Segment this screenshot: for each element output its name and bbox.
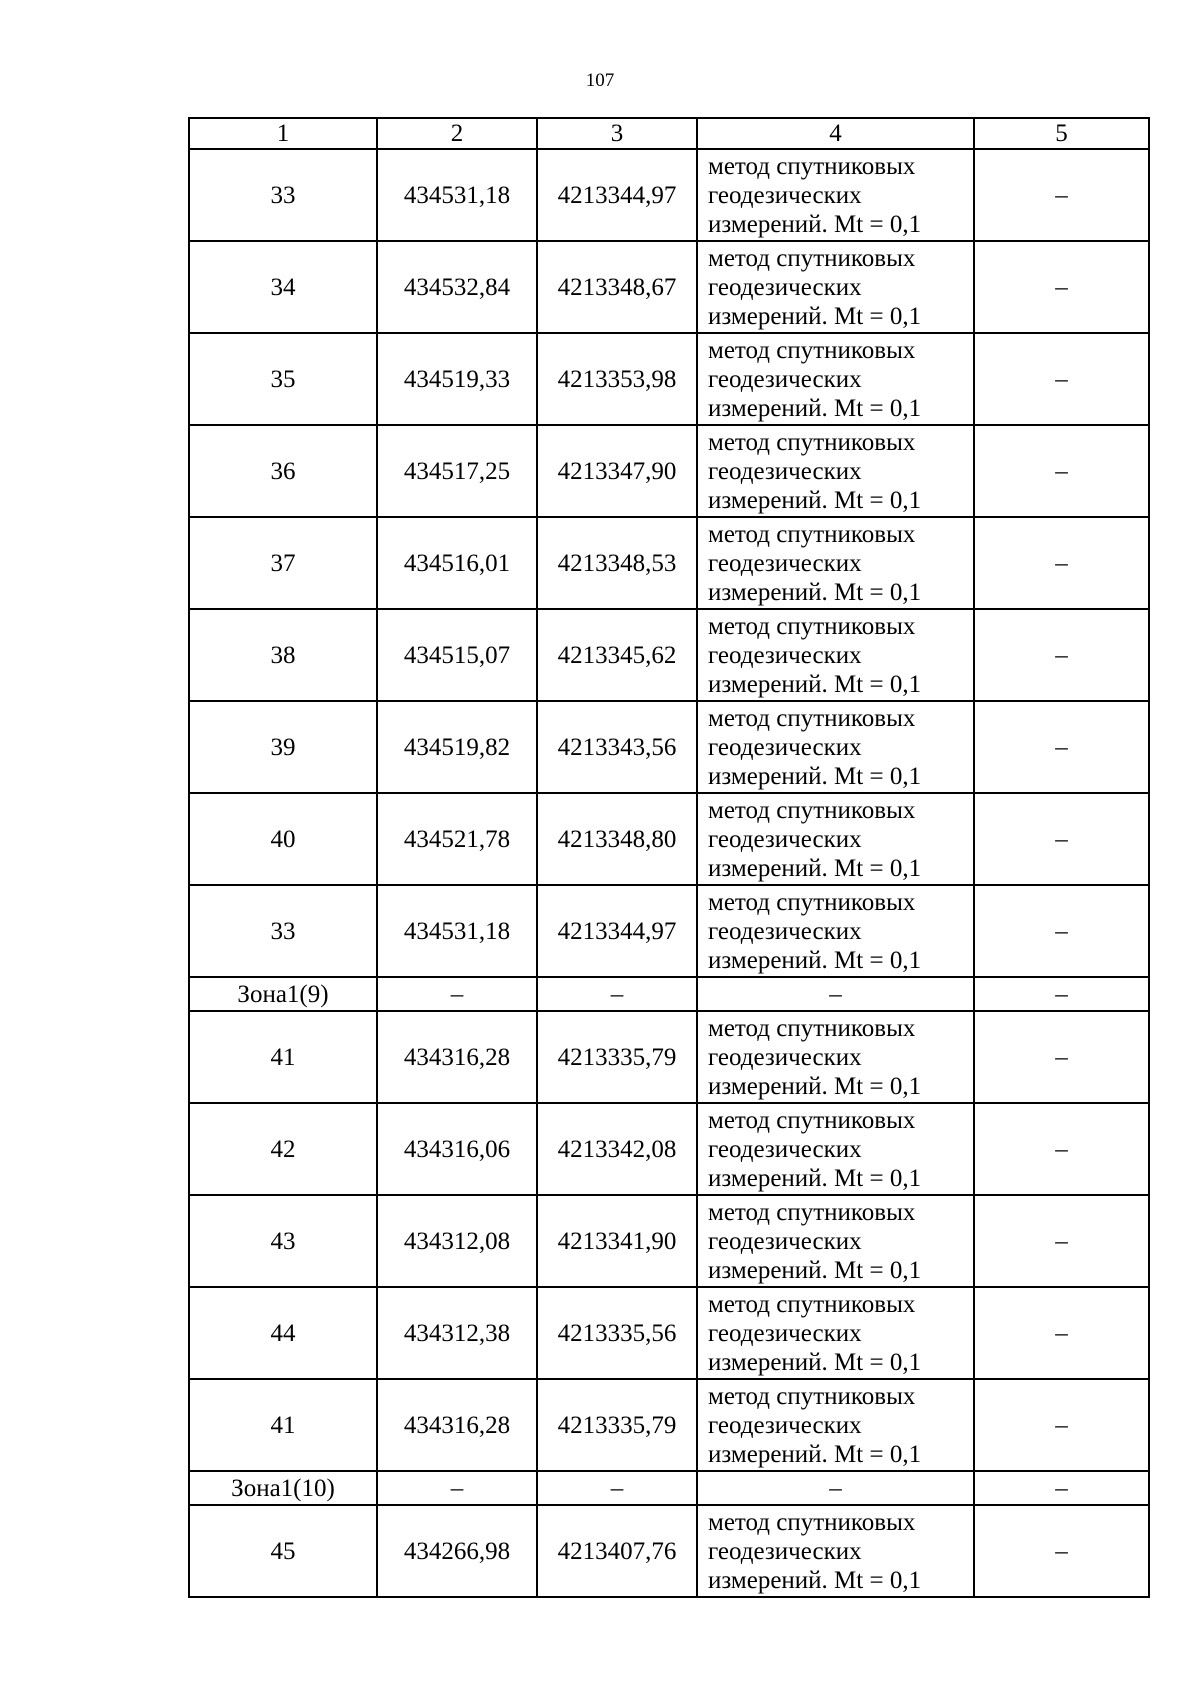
x-coordinate-cell: 434316,28 — [377, 1379, 537, 1471]
y-coordinate-cell: 4213335,79 — [537, 1011, 697, 1103]
y-coordinate-cell: 4213335,79 — [537, 1379, 697, 1471]
y-coordinate-cell: 4213407,76 — [537, 1505, 697, 1597]
y-coordinate-cell: 4213345,62 — [537, 609, 697, 701]
table-row — [189, 241, 1149, 333]
header-col-2: 2 — [377, 118, 537, 149]
point-number-cell: Зона1(9) — [189, 977, 377, 1011]
method-line: геодезических — [708, 825, 862, 853]
point-number-cell: 37 — [189, 517, 377, 609]
method-line: измерений. Mt = 0,1 — [708, 578, 922, 606]
note-cell: – — [974, 149, 1149, 241]
x-coordinate-cell: 434519,33 — [377, 333, 537, 425]
method-cell — [697, 793, 974, 885]
method-line: геодезических — [708, 641, 862, 669]
method-line: измерений. Mt = 0,1 — [708, 210, 922, 238]
note-cell: – — [974, 1011, 1149, 1103]
table-row — [189, 1287, 1149, 1379]
y-coordinate-cell: 4213353,98 — [537, 333, 697, 425]
table-body — [189, 149, 1149, 1597]
method-line: измерений. Mt = 0,1 — [708, 946, 922, 974]
method-line: геодезических — [708, 181, 862, 209]
table-row — [189, 793, 1149, 885]
point-number-cell: 42 — [189, 1103, 377, 1195]
method-line: метод спутниковых — [708, 1106, 916, 1134]
x-coordinate-cell: 434312,08 — [377, 1195, 537, 1287]
method-cell — [697, 1103, 974, 1195]
x-coordinate-cell: 434517,25 — [377, 425, 537, 517]
y-coordinate-cell: 4213335,56 — [537, 1287, 697, 1379]
method-cell — [697, 1505, 974, 1597]
y-coordinate-cell: – — [537, 977, 697, 1011]
y-coordinate-cell: 4213348,80 — [537, 793, 697, 885]
method-cell — [697, 425, 974, 517]
method-cell: – — [697, 1471, 974, 1505]
header-col-4: 4 — [697, 118, 974, 149]
method-line: метод спутниковых — [708, 888, 916, 916]
method-line: геодезических — [708, 273, 862, 301]
method-line: геодезических — [708, 733, 862, 761]
method-line: метод спутниковых — [708, 1382, 916, 1410]
method-line: геодезических — [708, 1537, 862, 1565]
method-cell — [697, 333, 974, 425]
point-number-cell: 36 — [189, 425, 377, 517]
x-coordinate-cell: 434531,18 — [377, 885, 537, 977]
table-row — [189, 609, 1149, 701]
method-line: метод спутниковых — [708, 704, 916, 732]
note-cell: – — [974, 517, 1149, 609]
method-line: геодезических — [708, 1411, 862, 1439]
point-number-cell: 34 — [189, 241, 377, 333]
method-cell — [697, 241, 974, 333]
method-line: измерений. Mt = 0,1 — [708, 486, 922, 514]
x-coordinate-cell: 434531,18 — [377, 149, 537, 241]
zone-row — [189, 1471, 1149, 1505]
method-line: метод спутниковых — [708, 152, 916, 180]
method-line: геодезических — [708, 365, 862, 393]
header-col-1: 1 — [189, 118, 377, 149]
point-number-cell: 40 — [189, 793, 377, 885]
x-coordinate-cell: 434521,78 — [377, 793, 537, 885]
method-line: метод спутниковых — [708, 520, 916, 548]
method-cell — [697, 1195, 974, 1287]
method-line: геодезических — [708, 549, 862, 577]
method-line: метод спутниковых — [708, 796, 916, 824]
method-line: измерений. Mt = 0,1 — [708, 670, 922, 698]
method-line: измерений. Mt = 0,1 — [708, 1440, 922, 1468]
y-coordinate-cell: – — [537, 1471, 697, 1505]
x-coordinate-cell: 434516,01 — [377, 517, 537, 609]
method-line: измерений. Mt = 0,1 — [708, 1072, 922, 1100]
method-cell — [697, 701, 974, 793]
method-line: геодезических — [708, 1135, 862, 1163]
x-coordinate-cell: 434316,06 — [377, 1103, 537, 1195]
method-cell — [697, 1287, 974, 1379]
method-cell — [697, 1011, 974, 1103]
method-cell — [697, 1379, 974, 1471]
method-line: геодезических — [708, 917, 862, 945]
method-line: геодезических — [708, 1319, 862, 1347]
table-row — [189, 701, 1149, 793]
point-number-cell: Зона1(10) — [189, 1471, 377, 1505]
note-cell: – — [974, 701, 1149, 793]
x-coordinate-cell: 434532,84 — [377, 241, 537, 333]
method-line: геодезических — [708, 1227, 862, 1255]
point-number-cell: 39 — [189, 701, 377, 793]
point-number-cell: 35 — [189, 333, 377, 425]
y-coordinate-cell: 4213342,08 — [537, 1103, 697, 1195]
x-coordinate-cell: – — [377, 1471, 537, 1505]
table-row — [189, 1011, 1149, 1103]
point-number-cell: 44 — [189, 1287, 377, 1379]
note-cell: – — [974, 1471, 1149, 1505]
note-cell: – — [974, 1287, 1149, 1379]
page-number: 107 — [585, 70, 615, 91]
method-line: метод спутниковых — [708, 428, 916, 456]
point-number-cell: 33 — [189, 885, 377, 977]
note-cell: – — [974, 1379, 1149, 1471]
table-row — [189, 333, 1149, 425]
y-coordinate-cell: 4213344,97 — [537, 885, 697, 977]
method-line: измерений. Mt = 0,1 — [708, 302, 922, 330]
method-line: измерений. Mt = 0,1 — [708, 394, 922, 422]
method-cell — [697, 609, 974, 701]
note-cell: – — [974, 885, 1149, 977]
method-line: измерений. Mt = 0,1 — [708, 762, 922, 790]
note-cell: – — [974, 1505, 1149, 1597]
table-row — [189, 425, 1149, 517]
method-line: измерений. Mt = 0,1 — [708, 854, 922, 882]
note-cell: – — [974, 609, 1149, 701]
method-line: измерений. Mt = 0,1 — [708, 1348, 922, 1376]
method-line: метод спутниковых — [708, 1014, 916, 1042]
x-coordinate-cell: 434312,38 — [377, 1287, 537, 1379]
note-cell: – — [974, 1103, 1149, 1195]
point-number-cell: 33 — [189, 149, 377, 241]
table-row — [189, 149, 1149, 241]
note-cell: – — [974, 977, 1149, 1011]
note-cell: – — [974, 425, 1149, 517]
method-line: геодезических — [708, 457, 862, 485]
method-line: метод спутниковых — [708, 1290, 916, 1318]
x-coordinate-cell: 434316,28 — [377, 1011, 537, 1103]
header-col-5: 5 — [974, 118, 1149, 149]
method-cell — [697, 885, 974, 977]
table-row — [189, 885, 1149, 977]
method-cell — [697, 149, 974, 241]
table-header-row — [189, 118, 1149, 149]
table-row — [189, 1103, 1149, 1195]
y-coordinate-cell: 4213348,53 — [537, 517, 697, 609]
coordinates-table — [188, 117, 1150, 1598]
y-coordinate-cell: 4213341,90 — [537, 1195, 697, 1287]
method-line: измерений. Mt = 0,1 — [708, 1256, 922, 1284]
table-row — [189, 1195, 1149, 1287]
point-number-cell: 38 — [189, 609, 377, 701]
note-cell: – — [974, 333, 1149, 425]
method-line: метод спутниковых — [708, 612, 916, 640]
x-coordinate-cell: – — [377, 977, 537, 1011]
method-line: метод спутниковых — [708, 244, 916, 272]
y-coordinate-cell: 4213348,67 — [537, 241, 697, 333]
point-number-cell: 41 — [189, 1011, 377, 1103]
note-cell: – — [974, 241, 1149, 333]
y-coordinate-cell: 4213344,97 — [537, 149, 697, 241]
point-number-cell: 41 — [189, 1379, 377, 1471]
method-line: измерений. Mt = 0,1 — [708, 1164, 922, 1192]
method-line: метод спутниковых — [708, 1198, 916, 1226]
table-row — [189, 1379, 1149, 1471]
method-line: метод спутниковых — [708, 1508, 916, 1536]
note-cell: – — [974, 1195, 1149, 1287]
y-coordinate-cell: 4213347,90 — [537, 425, 697, 517]
method-cell: – — [697, 977, 974, 1011]
note-cell: – — [974, 793, 1149, 885]
zone-row — [189, 977, 1149, 1011]
method-cell — [697, 517, 974, 609]
method-line: измерений. Mt = 0,1 — [708, 1566, 922, 1594]
x-coordinate-cell: 434519,82 — [377, 701, 537, 793]
point-number-cell: 45 — [189, 1505, 377, 1597]
method-line: геодезических — [708, 1043, 862, 1071]
header-col-3: 3 — [537, 118, 697, 149]
table-row — [189, 1505, 1149, 1597]
x-coordinate-cell: 434266,98 — [377, 1505, 537, 1597]
table-row — [189, 517, 1149, 609]
point-number-cell: 43 — [189, 1195, 377, 1287]
method-line: метод спутниковых — [708, 336, 916, 364]
x-coordinate-cell: 434515,07 — [377, 609, 537, 701]
y-coordinate-cell: 4213343,56 — [537, 701, 697, 793]
